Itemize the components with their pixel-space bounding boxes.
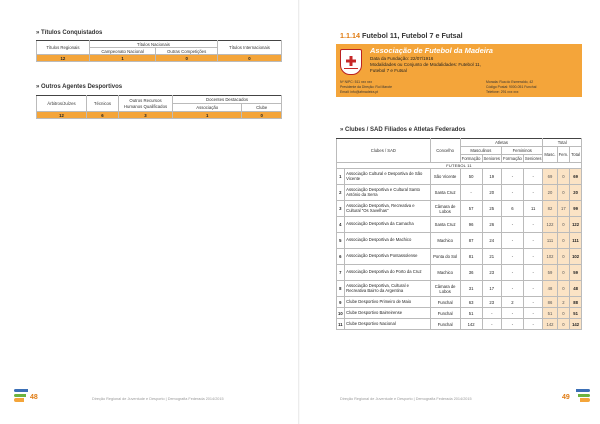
drjd-logo-icon	[14, 389, 28, 405]
header-fem: Fem.	[557, 147, 570, 163]
total-fem: 0	[557, 249, 570, 265]
fem-seniores: -	[523, 217, 543, 233]
total-masc: 102	[543, 249, 557, 265]
total-fem: 0	[557, 308, 570, 319]
header-internacionais: Títulos Internacionais	[217, 41, 281, 55]
masc-formacao: 36	[460, 265, 482, 281]
fem-seniores: 11	[523, 201, 543, 217]
total-fem: 2	[557, 297, 570, 308]
club-concelho: Funchal	[430, 319, 460, 330]
header-regionais: Títulos Regionais	[37, 41, 90, 55]
association-info-left	[340, 80, 392, 95]
total-fem: 0	[557, 319, 570, 330]
info-telefone: Telefone: 291 xxx xxx	[486, 90, 519, 94]
value-clube: 0	[242, 112, 282, 119]
table-row	[337, 319, 582, 330]
agentes-table	[36, 95, 282, 119]
header-nacionais: Títulos Nacionais	[89, 41, 217, 48]
masc-seniores: 23	[482, 265, 502, 281]
info-nipc: Nº NIPC: 511 xxx xxx	[340, 80, 373, 84]
total-masc: 142	[543, 319, 557, 330]
clubes-title: » Clubes / SAD Filiados e Atletas Federados	[340, 127, 466, 133]
total-all: 51	[570, 308, 582, 319]
info-codigo-postal: Código Postal: 9000-051 Funchal	[486, 85, 537, 89]
row-index: 4	[337, 217, 345, 233]
header-total: Total	[543, 139, 582, 147]
club-concelho: Santa Cruz	[430, 185, 460, 201]
table-row	[337, 185, 582, 201]
masc-formacao: 81	[460, 249, 482, 265]
value-campeonato: 1	[89, 55, 155, 62]
header-arbitros: Árbitros/Juízes	[37, 96, 87, 112]
club-name: Associação Desportiva, Cultural e Recreativa Bairro da Argentina	[344, 281, 430, 297]
association-modalities-2: Futebol 7 e Futsal	[370, 68, 407, 73]
table-row	[337, 169, 582, 185]
total-masc: 20	[543, 185, 557, 201]
table-row	[337, 201, 582, 217]
row-index: 11	[337, 319, 345, 330]
club-name: Associação Desportiva Pontassolense	[344, 249, 430, 265]
header-clube: Clube	[242, 104, 282, 112]
row-index: 9	[337, 297, 345, 308]
table-row	[337, 297, 582, 308]
row-index: 8	[337, 281, 345, 297]
value-outras: 0	[156, 55, 218, 62]
club-name: Associação Desportiva, Recreativa e Cultural "Os Xavelhas"	[344, 201, 430, 217]
total-fem: 0	[557, 265, 570, 281]
fem-formacao: -	[502, 265, 524, 281]
value-tecnicos: 6	[87, 112, 119, 119]
club-concelho: Funchal	[430, 308, 460, 319]
club-concelho: Machico	[430, 233, 460, 249]
fem-seniores: -	[523, 185, 543, 201]
total-masc: 48	[543, 281, 557, 297]
total-fem: 0	[557, 233, 570, 249]
association-info-right	[486, 80, 536, 95]
fem-formacao: -	[502, 217, 524, 233]
subsection-futebol-11: FUTEBOL 11	[337, 163, 582, 169]
club-name: Associação Desportiva do Porto da Cruz	[344, 265, 430, 281]
masc-seniores: 21	[482, 249, 502, 265]
total-all: 142	[570, 319, 582, 330]
clubes-table	[336, 138, 582, 330]
right-page	[300, 0, 600, 424]
fem-formacao: 6	[502, 201, 524, 217]
association-founded: Data da Fundação: 22/07/1916	[370, 56, 434, 61]
total-all: 99	[570, 201, 582, 217]
club-concelho: São Vicente	[430, 169, 460, 185]
row-index: 3	[337, 201, 345, 217]
row-index: 10	[337, 308, 345, 319]
total-fem: 0	[557, 169, 570, 185]
total-all: 122	[570, 217, 582, 233]
total-all: 69	[570, 169, 582, 185]
total-masc: 122	[543, 217, 557, 233]
table-row	[337, 265, 582, 281]
total-all: 102	[570, 249, 582, 265]
table-row	[337, 308, 582, 319]
masc-seniores: 20	[482, 185, 502, 201]
total-fem: 0	[557, 185, 570, 201]
total-fem: 0	[557, 217, 570, 233]
fem-formacao: 2	[502, 297, 524, 308]
fem-seniores: -	[523, 265, 543, 281]
value-arbitros: 12	[37, 112, 87, 119]
fem-formacao: -	[502, 308, 524, 319]
table-row	[337, 233, 582, 249]
club-concelho: Funchal	[430, 297, 460, 308]
fem-seniores: -	[523, 281, 543, 297]
fem-seniores: -	[523, 169, 543, 185]
club-concelho: Câmara de Lobos	[430, 281, 460, 297]
table-row	[337, 281, 582, 297]
club-name: Associação Desportiva da Camacha	[344, 217, 430, 233]
row-index: 6	[337, 249, 345, 265]
total-masc: 69	[543, 169, 557, 185]
header-outras: Outras Competições	[156, 48, 218, 55]
club-concelho: Santa Cruz	[430, 217, 460, 233]
club-name: Clube Desportivo Nacional	[344, 319, 430, 330]
association-modalities: Modalidades ou Conjunto de Modalidades: Futebol 11,	[370, 62, 482, 67]
masc-seniores: -	[482, 308, 502, 319]
masc-formacao: 57	[460, 201, 482, 217]
fem-seniores: -	[523, 233, 543, 249]
value-regionais: 12	[37, 55, 90, 62]
fem-formacao: -	[502, 319, 524, 330]
total-all: 59	[570, 265, 582, 281]
value-associacao: 1	[173, 112, 242, 119]
agentes-title: » Outros Agentes Desportivos	[36, 84, 123, 90]
club-name: Associação Desportiva de Machico	[344, 233, 430, 249]
masc-seniores: 24	[482, 233, 502, 249]
club-name: Associação Cultural e Desportiva de São Vicente	[344, 169, 430, 185]
fem-seniores: -	[523, 297, 543, 308]
masc-formacao: 63	[460, 297, 482, 308]
header-f-formacao: Formação	[503, 156, 522, 161]
header-m-seniores: Seniores	[483, 156, 501, 161]
header-tecnicos: Técnicos	[87, 96, 119, 112]
club-concelho: Ponta do Sol	[430, 249, 460, 265]
masc-seniores: 26	[482, 217, 502, 233]
club-name: Associação Desportiva e Cultural Santo António da Serra	[344, 185, 430, 201]
club-name: Clube Desportivo Primeiro de Maio	[344, 297, 430, 308]
fem-formacao: -	[502, 281, 524, 297]
total-masc: 111	[543, 233, 557, 249]
header-concelho: Concelho	[430, 139, 460, 163]
section-name: Futebol 11, Futebol 7 e Futsal	[361, 31, 463, 40]
masc-formacao: 50	[460, 169, 482, 185]
row-index: 7	[337, 265, 345, 281]
masc-seniores: 23	[482, 297, 502, 308]
total-all: 48	[570, 281, 582, 297]
header-femininos: Femininos	[502, 147, 543, 155]
total-fem: 17	[557, 201, 570, 217]
association-card	[336, 44, 582, 97]
drjd-logo-icon-right	[576, 389, 590, 405]
right-footer: Direção Regional de Juventude e Desporto | Demografia Federada 2014/2015	[340, 397, 472, 401]
fem-formacao: -	[502, 249, 524, 265]
titulos-title: » Títulos Conquistados	[36, 30, 103, 36]
total-masc: 86	[543, 297, 557, 308]
info-presidente: Presidente da Direção: Rui Marote	[340, 85, 393, 89]
fem-formacao: -	[502, 169, 524, 185]
masc-formacao: -	[460, 185, 482, 201]
fem-seniores: -	[523, 319, 543, 330]
header-masc: Masc.	[543, 147, 557, 163]
header-masculinos: Masculinos	[460, 147, 501, 155]
row-index: 2	[337, 185, 345, 201]
left-page-number: 48	[30, 394, 38, 401]
titulos-table	[36, 40, 282, 62]
association-name: Associação de Futebol da Madeira	[370, 46, 493, 55]
masc-formacao: 142	[460, 319, 482, 330]
header-m-formacao: Formação	[461, 156, 481, 161]
fem-formacao: -	[502, 185, 524, 201]
total-fem: 0	[557, 281, 570, 297]
header-associacao: Associação	[173, 104, 242, 112]
club-concelho: Machico	[430, 265, 460, 281]
right-page-number: 49	[562, 394, 570, 401]
masc-seniores: 19	[482, 169, 502, 185]
masc-formacao: 51	[460, 308, 482, 319]
total-masc: 82	[543, 201, 557, 217]
value-recursos: 3	[119, 112, 173, 119]
total-all: 20	[570, 185, 582, 201]
header-recursos: Outros Recursos Humanos Qualificados	[119, 96, 173, 112]
total-masc: 59	[543, 265, 557, 281]
total-masc: 51	[543, 308, 557, 319]
clubes-table-body	[337, 169, 582, 330]
titulos-values-row	[37, 55, 282, 62]
fem-seniores: -	[523, 308, 543, 319]
info-email: Email: info@afmadeira.pt	[340, 90, 379, 94]
section-number: 1.1.14	[340, 31, 360, 40]
section-heading	[340, 31, 463, 40]
fem-formacao: -	[502, 233, 524, 249]
row-index: 1	[337, 169, 345, 185]
left-footer: Direção Regional de Juventude e Desporto | Demografia Federada 2014/2015	[92, 397, 224, 401]
masc-formacao: 87	[460, 233, 482, 249]
fem-seniores: -	[523, 249, 543, 265]
masc-seniores: 17	[482, 281, 502, 297]
masc-formacao: 31	[460, 281, 482, 297]
header-campeonato: Campeonato Nacional	[89, 48, 155, 55]
association-crest-icon	[340, 49, 362, 75]
row-index: 5	[337, 233, 345, 249]
total-all: 88	[570, 297, 582, 308]
total-all: 111	[570, 233, 582, 249]
header-clubes: Clubes / SAD	[337, 139, 431, 163]
header-docentes: Docentes Destacados	[173, 96, 282, 104]
club-concelho: Câmara de Lobos	[430, 201, 460, 217]
value-internacionais: 0	[217, 55, 281, 62]
header-f-seniores: Seniores	[524, 156, 542, 161]
header-atletas: Atletas	[460, 139, 543, 147]
table-row	[337, 249, 582, 265]
header-total-col: Total	[570, 147, 582, 163]
masc-seniores: -	[482, 319, 502, 330]
agentes-values-row	[37, 112, 282, 119]
masc-seniores: 25	[482, 201, 502, 217]
info-morada: Morada: Rua do Esmeraldo, 42	[486, 80, 534, 84]
table-row	[337, 217, 582, 233]
club-name: Clube Desportivo Bairreirense	[344, 308, 430, 319]
masc-formacao: 96	[460, 217, 482, 233]
